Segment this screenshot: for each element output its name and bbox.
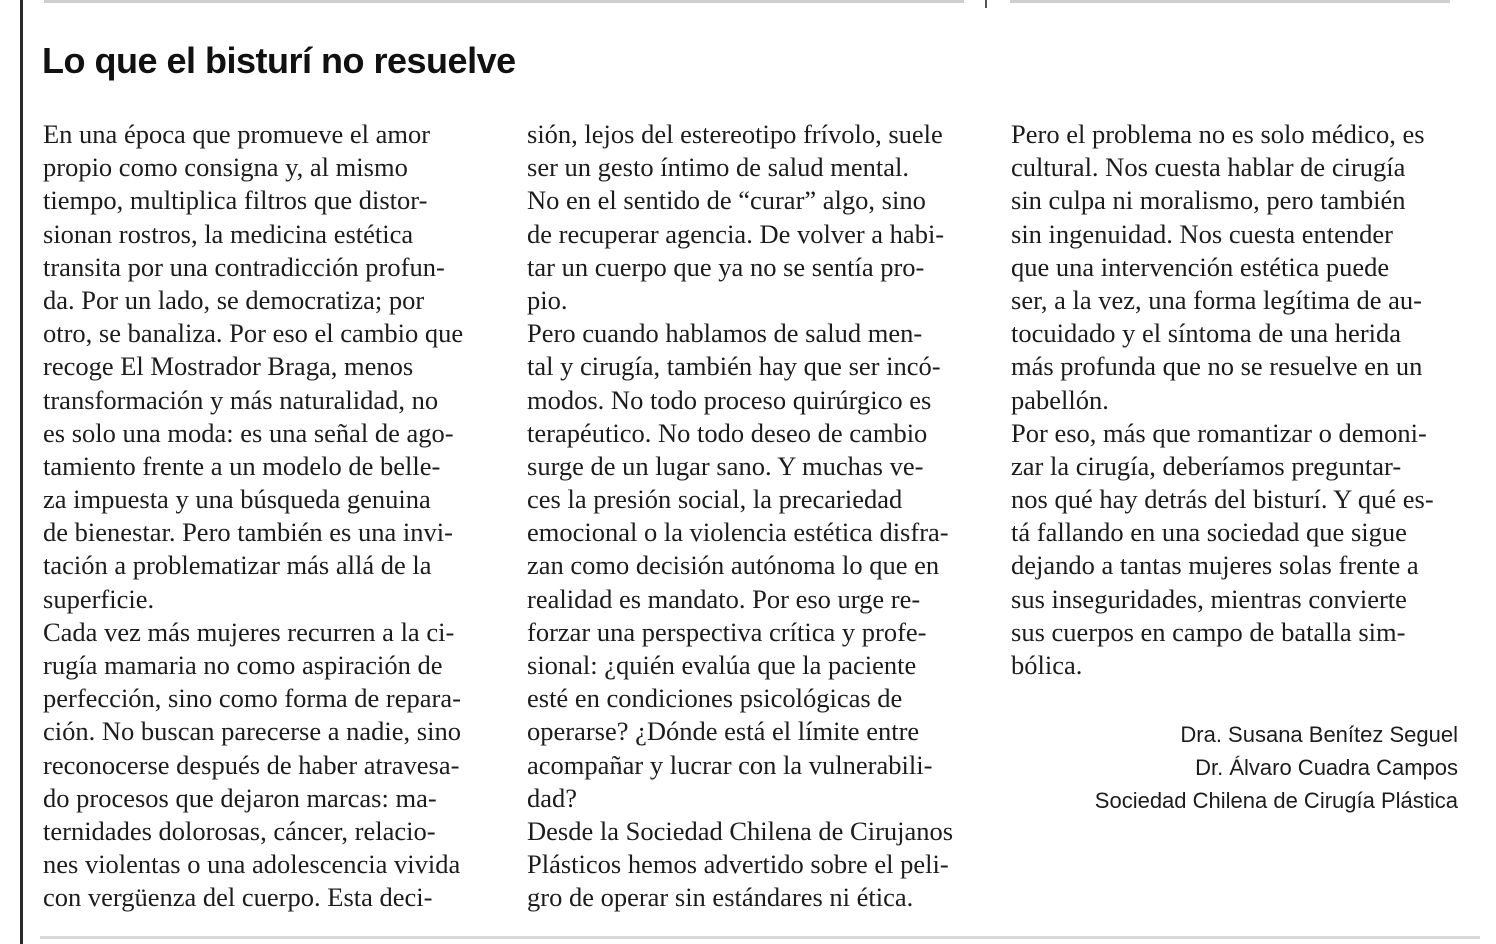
text-line: tar un cuerpo que ya no se sentía pro- xyxy=(527,251,925,282)
text-line: da. Por un lado, se democratiza; por xyxy=(43,284,425,315)
text-line: que una intervención estética puede xyxy=(1011,251,1390,282)
text-line: Por eso, más que romantizar o demoni- xyxy=(1011,417,1427,448)
text-line: superficie. xyxy=(43,583,155,614)
text-line: más profunda que no se resuelve en un xyxy=(1011,351,1423,382)
text-line: sin culpa ni moralismo, pero también xyxy=(1011,185,1406,216)
text-line: sionan rostros, la medicina estética xyxy=(43,218,414,249)
text-line: tamiento frente a un modelo de belle- xyxy=(43,450,441,481)
text-line: ternidades dolorosas, cáncer, relacio- xyxy=(43,815,436,846)
text-line: Pero el problema no es solo médico, es xyxy=(1011,119,1425,149)
text-line: tal y cirugía, también hay que ser incó- xyxy=(527,351,941,382)
text-line: dad? xyxy=(527,782,578,813)
text-line: es solo una moda: es una señal de ago- xyxy=(43,417,454,448)
top-rule-left xyxy=(44,0,964,3)
text-line: tá fallando en una sociedad que sigue xyxy=(1011,517,1407,548)
text-line: propio como consigna y, al mismo xyxy=(43,152,408,183)
text-line: rugía mamaria no como aspiración de xyxy=(43,650,443,680)
text-line: ción. No buscan parecerse a nadie, sino xyxy=(43,716,461,747)
text-line: transita por una contradicción profun- xyxy=(43,251,445,282)
text-line: Pero cuando hablamos de salud men- xyxy=(527,318,923,349)
text-line: otro, se banaliza. Por eso el cambio que xyxy=(43,318,464,349)
text-line: tocuidado y el síntoma de una herida xyxy=(1011,318,1402,349)
text-line: sin ingenuidad. Nos cuesta entender xyxy=(1011,218,1393,249)
text-line: sus inseguridades, mientras convierte xyxy=(1011,583,1407,614)
column-divider-rule xyxy=(20,0,23,944)
text-line: sión, lejos del estereotipo frívolo, suele xyxy=(527,119,943,149)
text-line: emocional o la violencia estética disfra- xyxy=(527,517,949,548)
author-signature xyxy=(1095,718,1458,818)
text-line: dejando a tantas mujeres solas frente a xyxy=(1011,550,1419,581)
article-column-2 xyxy=(527,118,977,915)
text-line: forzar una perspectiva crítica y profe- xyxy=(527,616,927,647)
text-line: de recuperar agencia. De volver a habi- xyxy=(527,218,945,249)
author-name: Dr. Álvaro Cuadra Campos xyxy=(1195,755,1458,781)
text-line: bólica. xyxy=(1011,650,1083,680)
text-line: sus cuerpos en campo de batalla sim- xyxy=(1011,616,1406,647)
text-line: esté en condiciones psicológicas de xyxy=(527,683,903,714)
article-column-3 xyxy=(1011,118,1471,682)
text-line: cultural. Nos cuesta hablar de cirugía xyxy=(1011,152,1406,183)
text-line: Desde la Sociedad Chilena de Cirujanos xyxy=(527,815,954,846)
text-line: realidad es mandato. Por eso urge re- xyxy=(527,583,921,614)
bottom-rule xyxy=(40,936,1480,939)
top-rule-right xyxy=(1010,0,1450,3)
top-rule-tick xyxy=(985,0,987,8)
text-line: gro de operar sin estándares ni ética. xyxy=(527,882,914,913)
text-line: En una época que promueve el amor xyxy=(43,119,431,149)
article-headline: Lo que el bisturí no resuelve xyxy=(42,40,516,81)
text-line: recoge El Mostrador Braga, menos xyxy=(43,351,414,382)
text-line: ser, a la vez, una forma legítima de au- xyxy=(1011,284,1422,315)
text-line: zan como decisión autónoma lo que en xyxy=(527,550,940,581)
text-line: Plásticos hemos advertido sobre el peli- xyxy=(527,849,949,880)
text-line: pio. xyxy=(527,284,568,315)
text-line: modos. No todo proceso quirúrgico es xyxy=(527,384,932,415)
author-name: Dra. Susana Benítez Seguel xyxy=(1180,722,1458,747)
text-line: do procesos que dejaron marcas: ma- xyxy=(43,782,437,813)
text-line: tiempo, multiplica filtros que distor- xyxy=(43,185,428,216)
article-column-1 xyxy=(43,118,493,915)
text-line: zar la cirugía, deberíamos preguntar- xyxy=(1011,450,1402,481)
text-line: de bienestar. Pero también es una invi- xyxy=(43,517,453,548)
text-line: reconocerse después de haber atravesa- xyxy=(43,749,460,780)
text-line: ces la presión social, la precariedad xyxy=(527,484,903,515)
text-line: transformación y más naturalidad, no xyxy=(43,384,439,415)
text-line: Cada vez más mujeres recurren a la ci- xyxy=(43,616,455,647)
author-affiliation: Sociedad Chilena de Cirugía Plástica xyxy=(1094,788,1458,814)
text-line: nes violentas o una adolescencia vivida xyxy=(43,849,461,880)
text-line: pabellón. xyxy=(1011,384,1109,415)
text-line: tación a problematizar más allá de la xyxy=(43,550,432,581)
text-line: acompañar y lucrar con la vulnerabili- xyxy=(527,749,933,780)
text-line: operarse? ¿Dónde está el límite entre xyxy=(527,716,920,747)
text-line: terapéutico. No todo deseo de cambio xyxy=(527,417,928,448)
text-line: surge de un lugar sano. Y muchas ve- xyxy=(527,450,924,481)
text-line: No en el sentido de “curar” algo, sino xyxy=(527,185,926,216)
text-line: ser un gesto íntimo de salud mental. xyxy=(527,152,909,183)
text-line: nos qué hay detrás del bisturí. Y qué es- xyxy=(1011,484,1434,515)
text-line: za impuesta y una búsqueda genuina xyxy=(43,484,431,515)
text-line: perfección, sino como forma de repara- xyxy=(43,683,461,714)
text-line: con vergüenza del cuerpo. Esta deci- xyxy=(43,882,433,913)
text-line: sional: ¿quién evalúa que la paciente xyxy=(527,650,917,680)
